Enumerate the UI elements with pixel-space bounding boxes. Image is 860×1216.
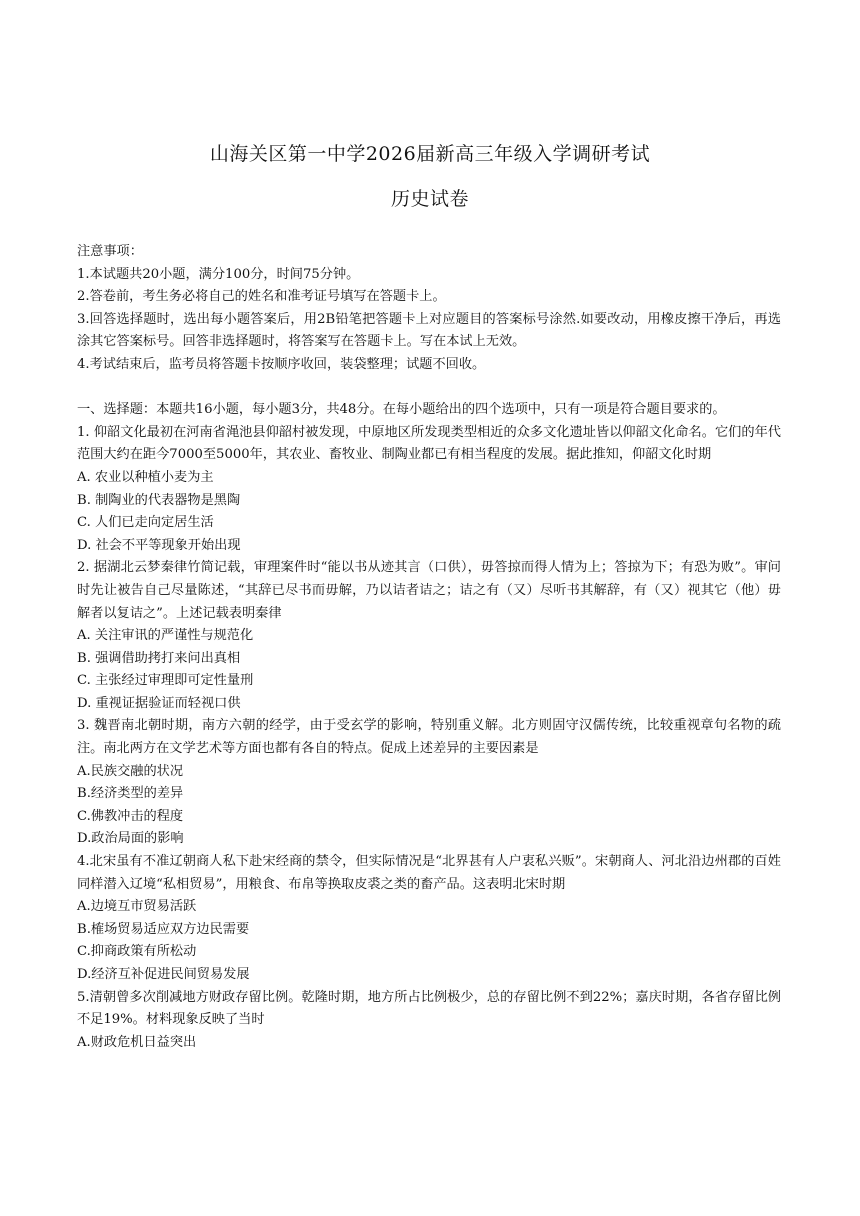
option-a: A. 关注审讯的严谨性与规范化 xyxy=(77,628,254,644)
option-d: D.政治局面的影响 xyxy=(77,831,184,847)
option-b: B.榷场贸易适应双方边民需要 xyxy=(77,921,250,937)
question-3 xyxy=(77,715,781,851)
question-stem: 3. 魏晋南北朝时期，南方六朝的经学，由于受玄学的影响，特别重义解。北方则固守汉儒传统，比较重视章句名物的疏注。南北两方在文学艺术等方面也都有各自的特点。促成上述差异的主要因素是 xyxy=(77,718,781,757)
exam-content xyxy=(77,241,781,1054)
option-c: C.抑商政策有所松动 xyxy=(77,944,197,960)
exam-title: 山海关区第一中学2026届新高三年级入学调研考试 xyxy=(209,143,651,165)
notice-item: 1.本试题共20小题，满分100分，时间75分钟。 xyxy=(77,266,360,282)
spacer xyxy=(77,377,781,400)
question-stem: 1. 仰韶文化最初在河南省渑池县仰韶村被发现，中原地区所发现类型相近的众多文化遗址皆以仰韶文化命名。它们的年代范围大约在距今7000至5000年，其农业、畜牧业、制陶业都已有相当程度的发展。据此推知，仰韶文化时期 xyxy=(77,424,781,463)
notice-item: 2.答卷前，考生务必将自己的姓名和准考证号填写在答题卡上。 xyxy=(77,289,446,305)
option-c: C.佛教冲击的程度 xyxy=(77,808,184,824)
notice-section xyxy=(77,241,781,377)
option-c: C. 主张经过审理即可定性量刑 xyxy=(77,673,254,689)
option-b: B. 强调借助拷打来问出真相 xyxy=(77,650,241,666)
option-a: A.财政危机日益突出 xyxy=(77,1034,197,1050)
question-stem: 5.清朝曾多次削减地方财政存留比例。乾隆时期，地方所占比例极少，总的存留比例不到22%；嘉庆时期，各省存留比例不足19%。材料现象反映了当时 xyxy=(77,989,781,1028)
option-c: C. 人们已走向定居生活 xyxy=(77,515,214,531)
option-d: D. 重视证据验证而轻视口供 xyxy=(77,695,241,711)
question-4 xyxy=(77,851,781,987)
option-a: A. 农业以种植小麦为主 xyxy=(77,469,214,485)
notice-item: 3.回答选择题时，选出每小题答案后，用2B铅笔把答题卡上对应题目的答案标号涂然.如要改动，用橡皮擦干净后，再选涂其它答案标号。回答非选择题时，将答案写在答题卡上。写在本试上无效。 xyxy=(77,311,781,350)
option-b: B. 制陶业的代表器物是黑陶 xyxy=(77,492,241,508)
option-d: D. 社会不平等现象开始出现 xyxy=(77,537,241,553)
question-5 xyxy=(77,987,781,1055)
question-stem: 4.北宋虽有不准辽朝商人私下赴宋经商的禁令，但实际情况是“北界甚有人户衷私兴贩”。宋朝商人、河北沿边州郡的百姓同样潜入辽境“私相贸易”，用粮食、布帛等换取皮裘之类的畜产品。这表明北宋时期 xyxy=(77,854,781,892)
question-stem: 2. 据湖北云梦秦律竹简记载，审理案件时“能以书从迹其言（口供），毋答掠而得人情为上；答掠为下；有恐为败”。审问时先让被告自己尽量陈述，“其辞已尽书而毋解，乃以诘者诘之；诘之有（又）尽听书其解辞，有（又）视其它（他）毋解者以复诘之”。上述记载表明秦律 xyxy=(77,560,781,621)
question-2 xyxy=(77,557,781,715)
subject-title: 历史试卷 xyxy=(390,188,469,210)
option-a: A.边境互市贸易活跃 xyxy=(77,899,197,915)
option-d: D.经济互补促进民间贸易发展 xyxy=(77,967,250,982)
option-b: B.经济类型的差异 xyxy=(77,786,184,802)
notice-heading: 注意事项： xyxy=(77,244,143,259)
option-a: A.民族交融的状况 xyxy=(77,763,184,779)
section-instruction: 一、选择题：本题共16小题，每小题3分，共48分。在每小题给出的四个选项中，只有一项是符合题目要求的。 xyxy=(77,402,726,418)
notice-item: 4.考试结束后，监考员将答题卡按顺序收回，装袋整理；试题不回收。 xyxy=(77,356,486,372)
question-1 xyxy=(77,422,781,558)
